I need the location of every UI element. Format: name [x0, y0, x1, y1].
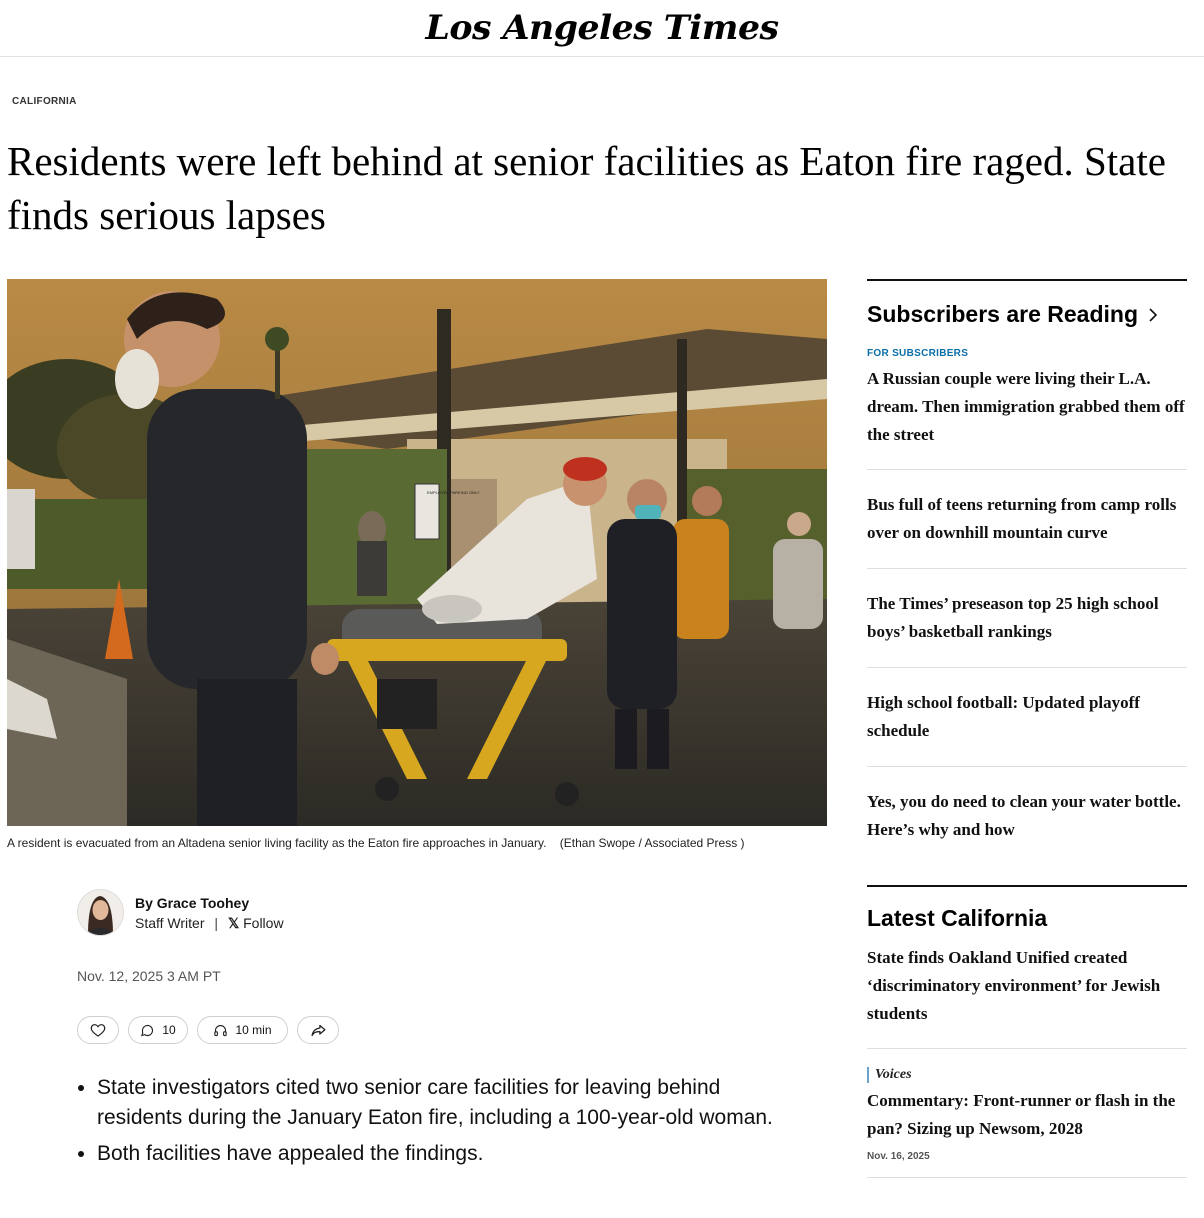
summary-item: • Both facilities have appealed the findings. — [97, 1139, 797, 1169]
latest-california — [867, 885, 1187, 1178]
author-name[interactable]: By Grace Toohey — [135, 894, 250, 911]
author-role: Staff Writer — [135, 914, 205, 931]
story-link[interactable]: High school football: Updated playoff schedule — [867, 693, 1140, 740]
comments-button[interactable] — [128, 1016, 188, 1044]
voices-label[interactable]: Voices — [867, 1067, 1187, 1083]
story-link[interactable]: Commentary: Front-runner or flash in the pan? Sizing up Newsom, 2028 — [867, 1091, 1176, 1138]
list-item — [867, 1049, 1187, 1178]
story-link[interactable]: The Times’ preseason top 25 high school boys’ basketball rankings — [867, 594, 1159, 641]
share-button[interactable] — [297, 1016, 339, 1044]
subscribers-reading — [867, 279, 1187, 885]
story-link[interactable]: State finds Oakland Unified created ‘discriminatory environment’ for Jewish students — [867, 948, 1161, 1023]
article-summary — [77, 1073, 797, 1175]
story-link[interactable]: A Russian couple were living their L.A. dream. Then immigration grabbed them off the street — [867, 369, 1185, 444]
publish-date: Nov. 12, 2025 3 AM PT — [77, 968, 221, 984]
hero-image — [7, 279, 827, 826]
list-item — [867, 470, 1187, 569]
story-date: Nov. 16, 2025 — [867, 1151, 930, 1162]
caption-credit: (Ethan Swope / Associated Press ) — [559, 836, 745, 850]
subscribers-title[interactable] — [867, 301, 1187, 328]
byline — [77, 889, 284, 936]
follow-x-link[interactable] — [228, 915, 284, 931]
story-link[interactable]: Bus full of teens returning from camp rolls over on downhill mountain curve — [867, 495, 1177, 542]
like-button[interactable] — [77, 1016, 119, 1044]
subscribers-title-text: Subscribers are Reading — [867, 301, 1138, 327]
article-headline: Residents were left behind at senior facilities as Eaton fire raged. State finds serious lapses — [7, 138, 1166, 238]
follow-label: Follow — [243, 914, 284, 931]
byline-separator: | — [214, 914, 219, 931]
comment-icon — [140, 1023, 155, 1038]
latest-title[interactable]: Latest California — [867, 905, 1048, 931]
sidebar — [867, 279, 1187, 1178]
masthead — [0, 0, 1204, 57]
list-item — [867, 569, 1187, 668]
site-logo[interactable]: Los Angeles Times — [425, 8, 779, 48]
for-subscribers-kicker: FOR SUBSCRIBERS — [867, 348, 969, 359]
heart-icon — [90, 1022, 106, 1038]
list-item — [867, 359, 1187, 470]
summary-item: • State investigators cited two senior care facilities for leaving behind residents during the January Eaton fire, including a 100-year-old woman. — [97, 1073, 797, 1133]
list-item — [867, 767, 1187, 885]
x-icon: 𝕏 — [227, 914, 240, 931]
headphones-icon — [213, 1023, 228, 1038]
parking-sign-text: EMPLOYEE PARKING ONLY — [427, 490, 480, 495]
section-label[interactable]: CALIFORNIA — [12, 96, 77, 107]
caption-text: A resident is evacuated from an Altadena senior living facility as the Eaton fire approaches in January. — [7, 836, 547, 850]
list-item — [867, 668, 1187, 767]
comments-count: 10 — [162, 1023, 176, 1037]
author-avatar[interactable] — [77, 889, 124, 936]
story-link[interactable]: Yes, you do need to clean your water bottle. Here’s why and how — [867, 792, 1181, 839]
list-item — [867, 932, 1187, 1049]
share-icon — [310, 1023, 327, 1038]
article-actions — [77, 1016, 339, 1044]
chevron-right-icon — [1148, 307, 1158, 323]
listen-button[interactable] — [197, 1016, 288, 1044]
image-caption — [7, 836, 827, 850]
listen-duration: 10 min — [235, 1023, 272, 1037]
